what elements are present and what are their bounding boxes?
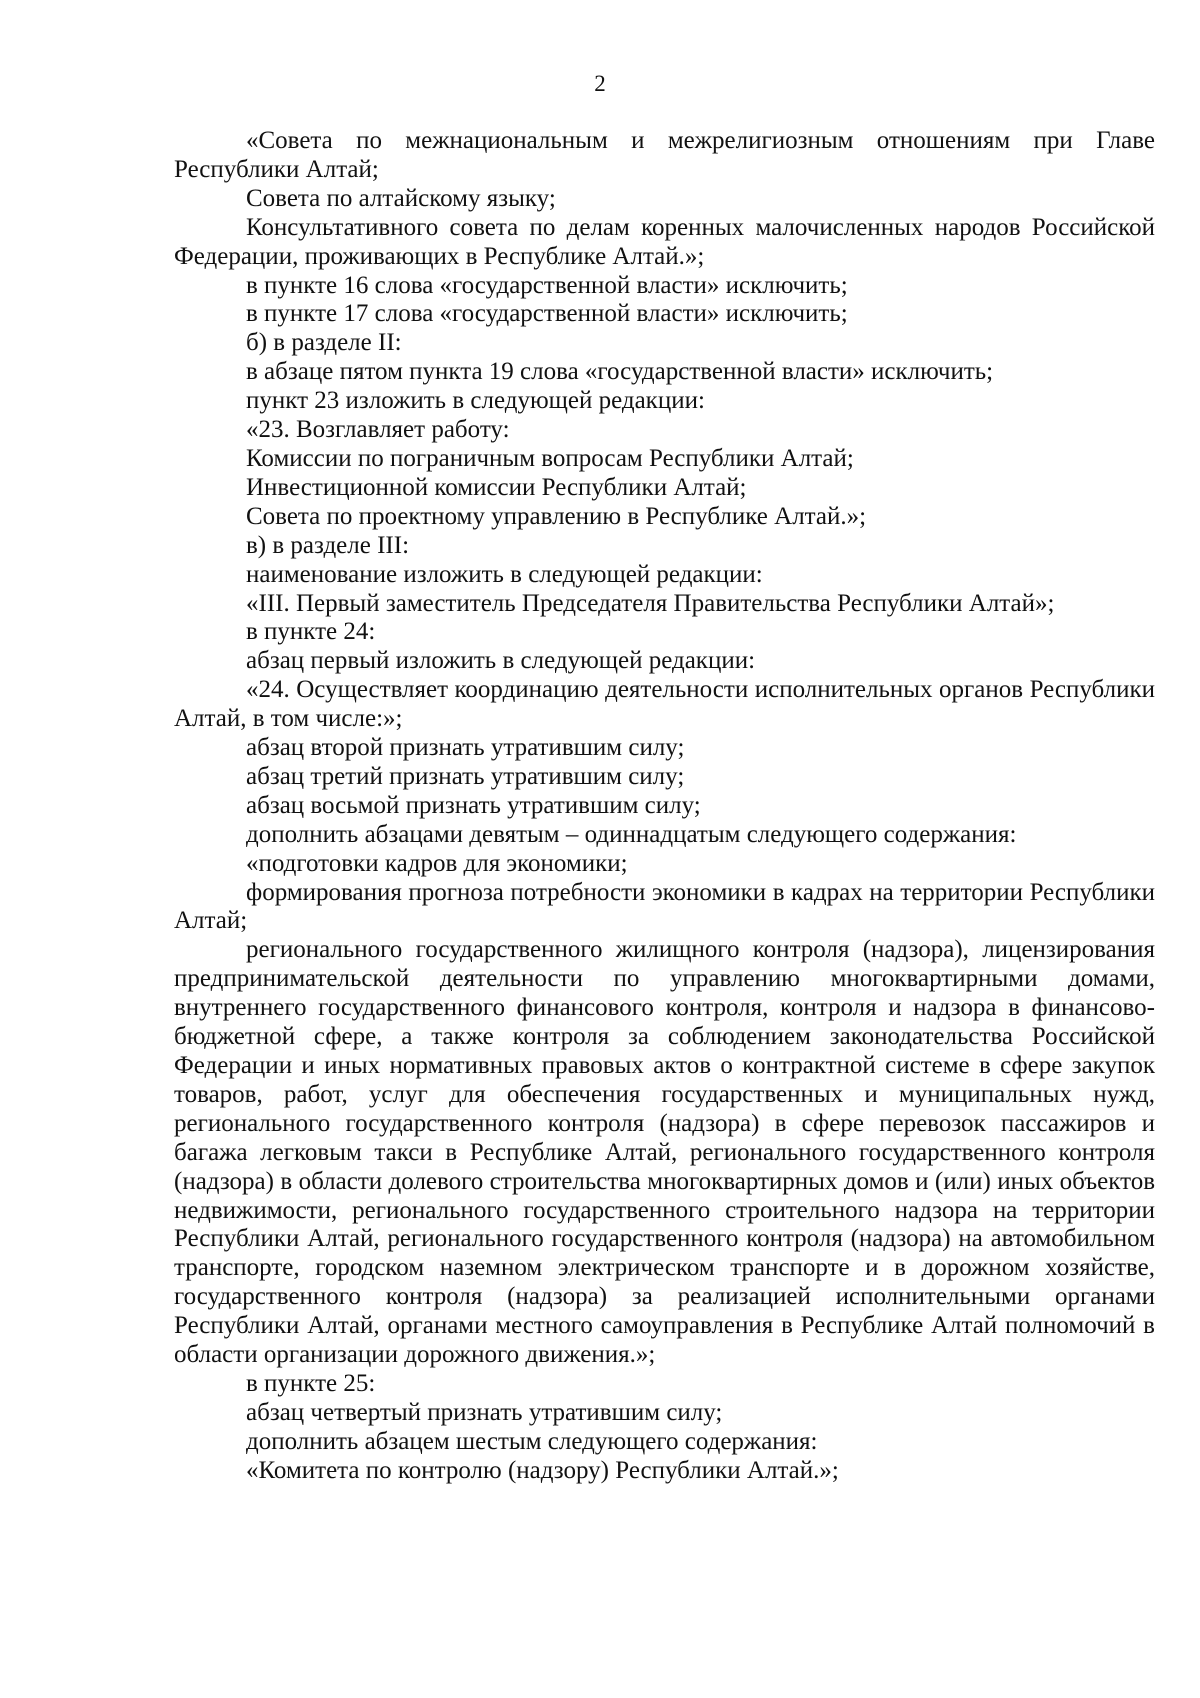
paragraph: Совета по проектному управлению в Республике Алтай.»;: [246, 502, 867, 530]
document-body: [174, 127, 1155, 1486]
paragraph: «III. Первый заместитель Председателя Правительства Республики Алтай»;: [246, 589, 1055, 617]
paragraph: в пункте 17 слова «государственной власти» исключить;: [246, 300, 848, 328]
paragraph: абзац первый изложить в следующей редакции:: [246, 647, 756, 675]
paragraph: пункт 23 изложить в следующей редакции:: [246, 387, 705, 415]
paragraph: дополнить абзацами девятым – одиннадцатым следующего содержания:: [246, 820, 1017, 848]
paragraph: абзац четвертый признать утратившим силу;: [246, 1398, 723, 1426]
paragraph: абзац восьмой признать утратившим силу;: [246, 791, 701, 819]
paragraph: Совета по алтайскому языку;: [246, 184, 556, 212]
paragraph: «23. Возглавляет работу:: [246, 416, 510, 444]
paragraph: Инвестиционной комиссии Республики Алтай;: [246, 473, 747, 501]
paragraph: б) в разделе II:: [246, 329, 402, 357]
paragraph: «подготовки кадров для экономики;: [246, 849, 628, 877]
paragraph: наименование изложить в следующей редакции:: [246, 560, 763, 588]
paragraph: формирования прогноза потребности экономики в кадрах на территории Республики Алтай;: [174, 878, 1155, 935]
paragraph: в абзаце пятом пункта 19 слова «государственной власти» исключить;: [246, 358, 994, 386]
paragraph: дополнить абзацем шестым следующего содержания:: [246, 1427, 818, 1455]
paragraph: в) в разделе III:: [246, 531, 410, 559]
paragraph: «Совета по межнациональным и межрелигиозным отношениям при Главе Республики Алтай;: [174, 127, 1155, 183]
paragraph: Комиссии по пограничным вопросам Республики Алтай;: [246, 444, 854, 472]
paragraph: в пункте 16 слова «государственной власти» исключить;: [246, 271, 848, 299]
paragraph: «24. Осуществляет координацию деятельности исполнительных органов Республики Алтай, в том числе:»;: [174, 676, 1155, 733]
page-number: 2: [594, 71, 606, 96]
paragraph: абзац третий признать утратившим силу;: [246, 762, 685, 790]
paragraph: Консультативного совета по делам коренных малочисленных народов Российской Федерации, проживающих в Республике Алтай.»;: [174, 213, 1155, 270]
paragraph: «Комитета по контролю (надзору) Республики Алтай.»;: [246, 1456, 839, 1484]
paragraph: регионального государственного жилищного контроля (надзора), лицензирования предпринимательской деятельности по управлению многоквартирными домами, внутреннего государственного финансового контроля, контроля и надзора в финансово-бюджетной сфере, а также контроля за соблюдением законодательства Российской Федерации и иных нормативных правовых актов о контрактной системе в сфере закупок товаров, работ, услуг для обеспечения государственных и муниципальных нужд, регионального государственного контроля (надзора) в сфере перевозок пассажиров и багажа легковым такси в Республике Алтай, регионального государственного контроля (надзора) в области долевого строительства многоквартирных домов и (или) иных объектов недвижимости, регионального государственного строительного надзора на территории Республики Алтай, регионального государственного контроля (надзора) на автомобильном транспорте, городском наземном электрическом транспорте и в дорожном хозяйстве, государственного контроля (надзора) за реализацией исполнительными органами Республики Алтай, органами местного самоуправления в Республике Алтай полномочий в области организации дорожного движения.»;: [174, 936, 1155, 1369]
paragraph: абзац второй признать утратившим силу;: [246, 734, 685, 762]
paragraph: в пункте 25:: [246, 1369, 376, 1397]
paragraph: в пункте 24:: [246, 618, 376, 646]
